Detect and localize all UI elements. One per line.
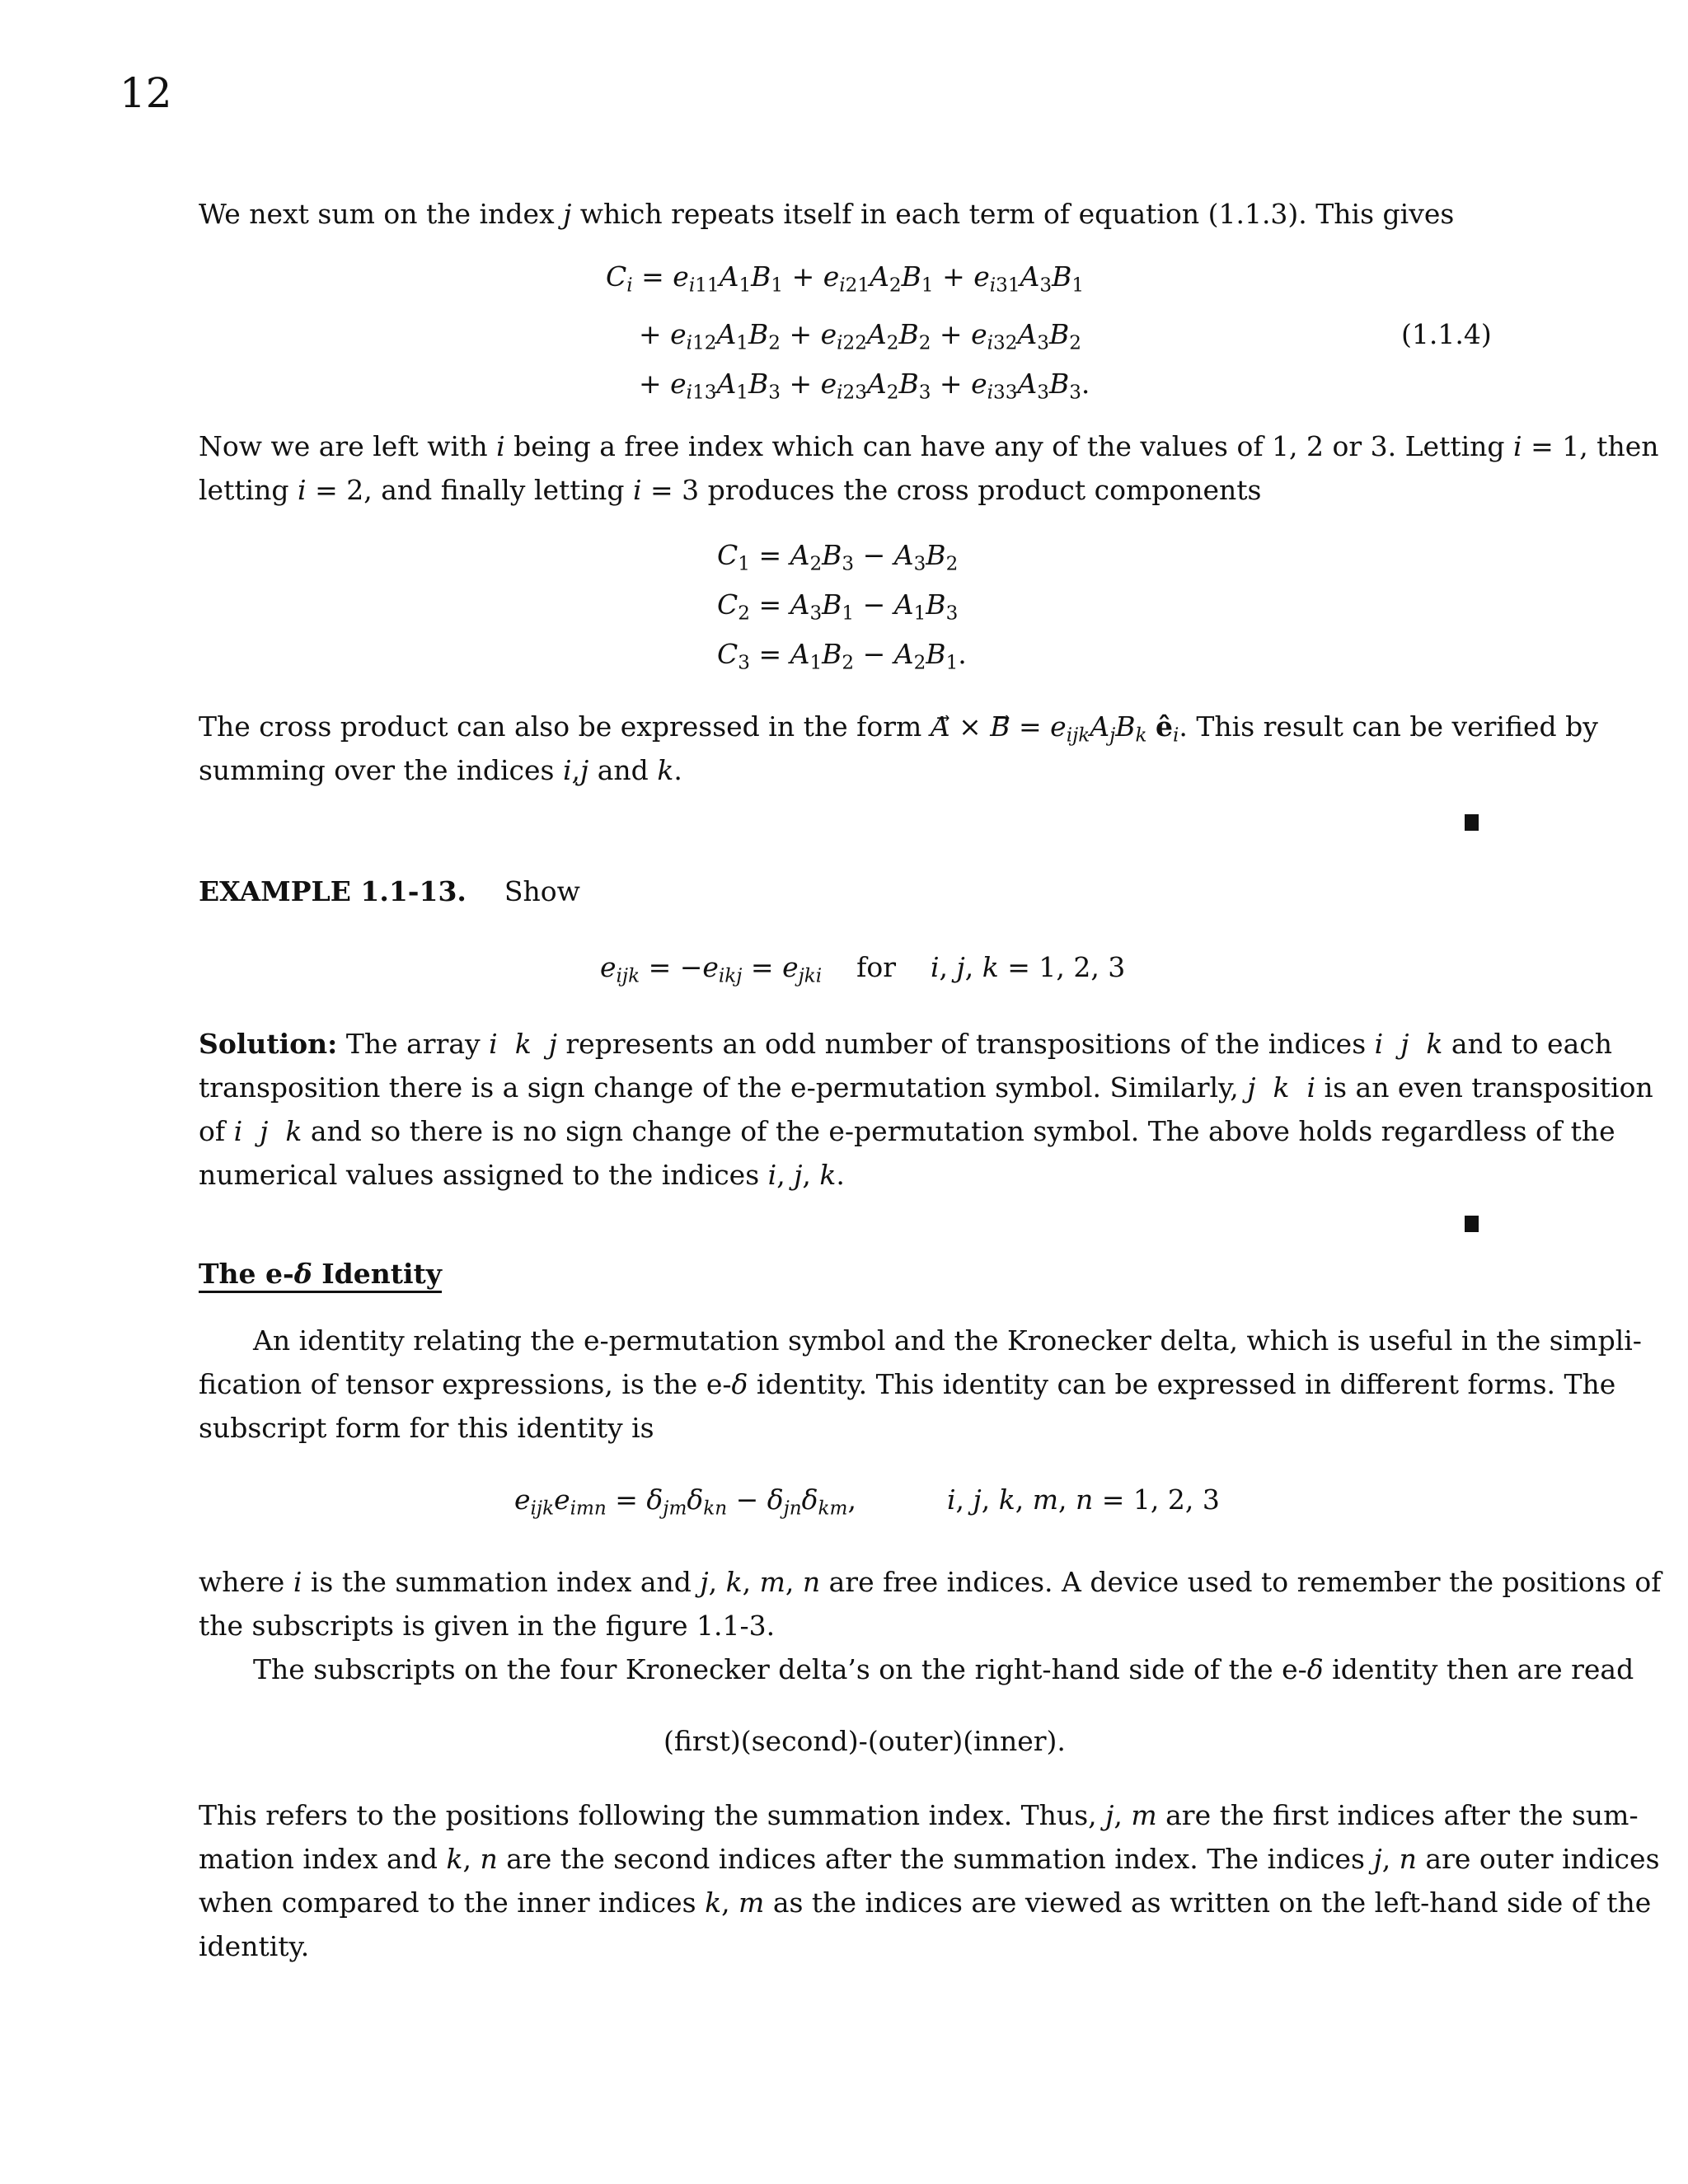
- paragraph-positions-line1: This refers to the positions following the summation index. Thus, j, m are the first indices after the sum-: [199, 1799, 1639, 1831]
- equation-c1: $C_1 = A_2B_3 - A_3B_2$: [717, 539, 959, 575]
- solution-line4: numerical values assigned to the indices i, j, k.: [199, 1159, 845, 1191]
- solution-line1: Solution: The array i k j represents an odd number of transpositions of the indices i j k and to each: [199, 1028, 1612, 1060]
- equation-1-1-4-line2: + $e_{i12}A_1B_2 + e_{i22}A_2B_2 + e_{i32}A_3B_2$: [639, 318, 1081, 354]
- paragraph-positions-line3: when compared to the inner indices k, m as the indices are viewed as written on the left-hand side of the: [199, 1886, 1652, 1919]
- paragraph-positions-line2: mation index and k, n are the second indices after the summation index. The indices j, n are outer indices: [199, 1843, 1660, 1875]
- page-number: 12: [120, 69, 172, 117]
- section-heading: The e-δ Identity: [199, 1258, 442, 1293]
- paragraph-identity-line1: An identity relating the e-permutation symbol and the Kronecker delta, which is useful in the simpli-: [253, 1324, 1642, 1357]
- equation-number: (1.1.4): [1401, 318, 1492, 350]
- solution-line2: transposition there is a sign change of the e-permutation symbol. Similarly, j k i is an even transposition: [199, 1071, 1653, 1104]
- paragraph-free-index-line1: Now we are left with i being a free index which can have any of the values of 1, 2 or 3. Letting i = 1, then: [199, 430, 1659, 462]
- paragraph-summation-line1: where i is the summation index and j, k, m, n are free indices. A device used to remember the positions of: [199, 1566, 1662, 1598]
- solution-line3: of i j k and so there is no sign change of the e-permutation symbol. The above holds regardless of the: [199, 1115, 1615, 1147]
- paragraph-cross-product-line2: summing over the indices i,j and k.: [199, 754, 682, 786]
- paragraph-positions-line4: identity.: [199, 1930, 310, 1962]
- mnemonic-line: (first)(second)-(outer)(inner).: [663, 1725, 1066, 1757]
- paragraph-identity-line3: subscript form for this identity is: [199, 1412, 654, 1444]
- equation-example: $e_{ijk} = -e_{ikj} = e_{jki}$ for i, j, k = 1, 2, 3: [600, 951, 1126, 987]
- qed-mark: [1465, 1216, 1479, 1232]
- qed-mark: [1465, 814, 1479, 831]
- paragraph-cross-product-line1: The cross product can also be expressed in the form A⃗ × B⃗ = $e_{ijk}A_jB_k$ $ê_i$. This result can be verified by: [199, 710, 1598, 747]
- equation-1-1-4-line1: $C_i = e_{i11}A_1B_1 + e_{i21}A_2B_1 + e_{i31}A_3B_1$: [606, 260, 1085, 297]
- paragraph-summation-line3: The subscripts on the four Kronecker delta’s on the right-hand side of the e-δ identity then are read: [253, 1653, 1634, 1685]
- equation-e-delta-identity: $e_{ijk}e_{imn} = \delta_{jm}\delta_{kn} - \delta_{jn}\delta_{km}$, i, j, k, m, n = 1, 2, 3: [514, 1483, 1220, 1520]
- paragraph-identity-line2: fication of tensor expressions, is the e-δ identity. This identity can be expressed in different forms. The: [199, 1368, 1616, 1400]
- paragraph-free-index-line2: letting i = 2, and finally letting i = 3 produces the cross product components: [199, 474, 1262, 506]
- example-heading: EXAMPLE 1.1-13. Show: [199, 875, 580, 907]
- paragraph-summation-line2: the subscripts is given in the figure 1.1-3.: [199, 1610, 776, 1642]
- paragraph-sum-on-j: We next sum on the index j which repeats itself in each term of equation (1.1.3). This gives: [199, 198, 1455, 230]
- equation-1-1-4-line3: + $e_{i13}A_1B_3 + e_{i23}A_2B_3 + e_{i33}A_3B_3$.: [639, 368, 1090, 404]
- equation-c2: $C_2 = A_3B_1 - A_1B_3$: [717, 588, 959, 625]
- equation-c3: $C_3 = A_1B_2 - A_2B_1$.: [717, 638, 967, 674]
